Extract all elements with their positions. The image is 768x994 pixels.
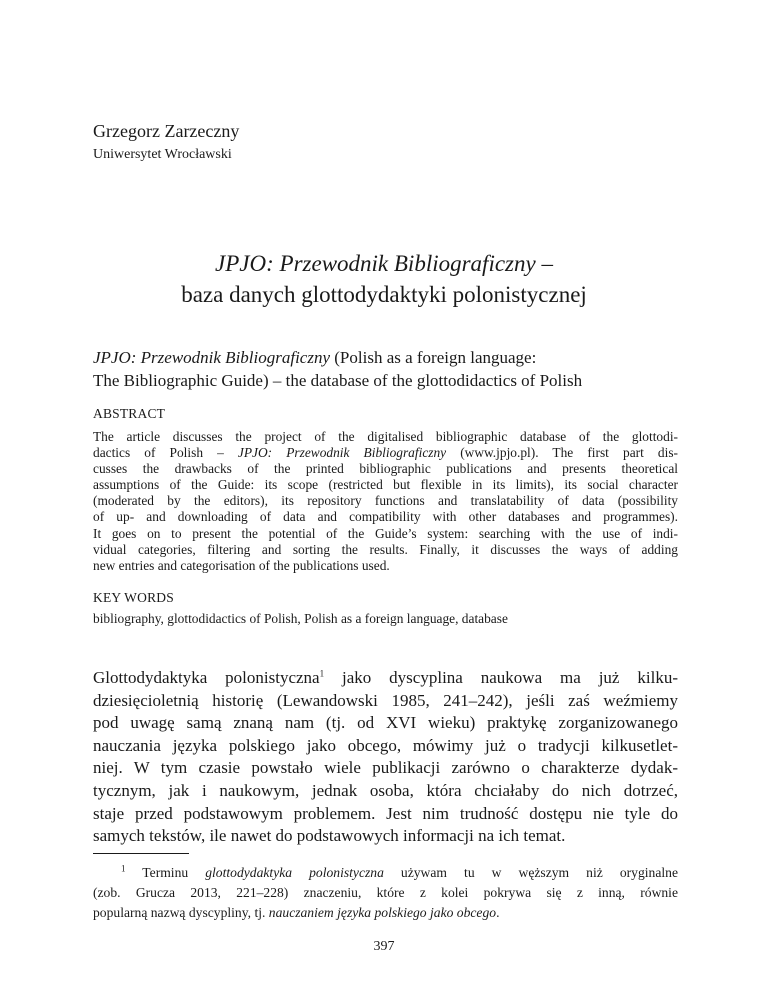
footnote-line: (zob. Grucza 2013, 221–228) znaczeniu, które z kolei pokrywa się z inną, równie: [93, 885, 678, 900]
abstract-italic-title: JPJO: Przewodnik Bibliograficzny: [237, 445, 447, 461]
author-affiliation: Uniwersytet Wrocławski: [93, 147, 232, 162]
footnote-line: $^1$ Terminu glottodydaktyka polonistyczna używam tu w węższym niż oryginalne: [121, 863, 678, 880]
body-line: Glottodydaktyka polonistyczna$^1$ jako dyscyplina naukowa ma już kilku-: [93, 668, 678, 687]
abstract-line: The article discusses the project of the digitalised bibliographic database of the glottodi-: [93, 429, 678, 444]
abstract-text: [93, 429, 678, 574]
english-title-rest: (Polish as a foreign language:: [330, 348, 537, 367]
keywords-text: bibliography, glottodidactics of Polish, Polish as a foreign language, database: [93, 611, 508, 626]
footnote-line: popularną nazwą dyscypliny, tj. nauczaniem języka polskiego jako obcego.: [93, 905, 500, 920]
abstract-line: dactics of Polish – JPJO: Przewodnik Bibliograficzny (www.jpjo.pl). The first part dis-: [93, 445, 678, 461]
footnote-mark: 1: [121, 863, 126, 874]
page-number: 397: [373, 939, 395, 954]
abstract-line: It goes on to present the potential of the Guide’s system: searching with the use of indi-: [93, 525, 678, 541]
body-paragraph: [93, 667, 678, 848]
abstract-line: (moderated by the editors), its repository functions and translatability of data (possibility: [93, 493, 678, 509]
abstract-label: ABSTRACT: [93, 406, 166, 421]
english-title-italic: JPJO: Przewodnik Bibliograficzny: [93, 348, 331, 367]
body-line: pod uwagę samą znaną nam (tj. od XVI wieku) praktykę zorganizowanego: [93, 713, 678, 733]
body-line: tycznym, jak i naukowym, jednak osoba, która chciałaby do nich dotrzeć,: [93, 780, 678, 800]
body-line: staje przed podstawowym problemem. Jest nim trudność dostępu nie tyle do: [93, 803, 678, 823]
keywords-label: KEY WORDS: [93, 590, 174, 605]
abstract-line: assumptions of the Guide: its scope (restricted but flexible in its limits), its social character: [93, 477, 678, 493]
article-title-line-1: JPJO: Przewodnik Bibliograficzny –: [215, 251, 553, 276]
footnote-separator: [93, 853, 189, 854]
english-title: [93, 346, 693, 392]
abstract-line: cusses the drawbacks of the printed bibliographic publications and presents theoretical: [93, 461, 678, 477]
english-title-line-2: The Bibliographic Guide) – the database of the glottodidactics of Polish: [93, 371, 583, 390]
body-line: dziesięcioletnią historię (Lewandowski 1985, 241–242), jeśli zaś weźmiemy: [93, 690, 678, 710]
article-title-line-2: baza danych glottodydaktyki polonistycznej: [181, 282, 587, 307]
abstract-line: of up- and downloading of data and compatibility with other databases and programmes).: [93, 509, 678, 525]
author-name: Grzegorz Zarzeczny: [93, 121, 240, 141]
footnote: [93, 863, 678, 923]
footnote-reference[interactable]: 1: [319, 668, 325, 679]
body-line: nauczania języka polskiego jako obcego, mówimy już o tradycji kilkusetlet-: [93, 735, 678, 755]
body-line: samych tekstów, ile nawet do podstawowych informacji na ich temat.: [93, 826, 566, 846]
abstract-line: new entries and categorisation of the publications used.: [93, 557, 390, 573]
abstract-line: vidual categories, filtering and sorting the results. Finally, it discusses the ways of adding: [93, 541, 678, 557]
body-line: niej. W tym czasie powstało wiele publikacji zarówno o charakterze dydak-: [93, 758, 678, 778]
